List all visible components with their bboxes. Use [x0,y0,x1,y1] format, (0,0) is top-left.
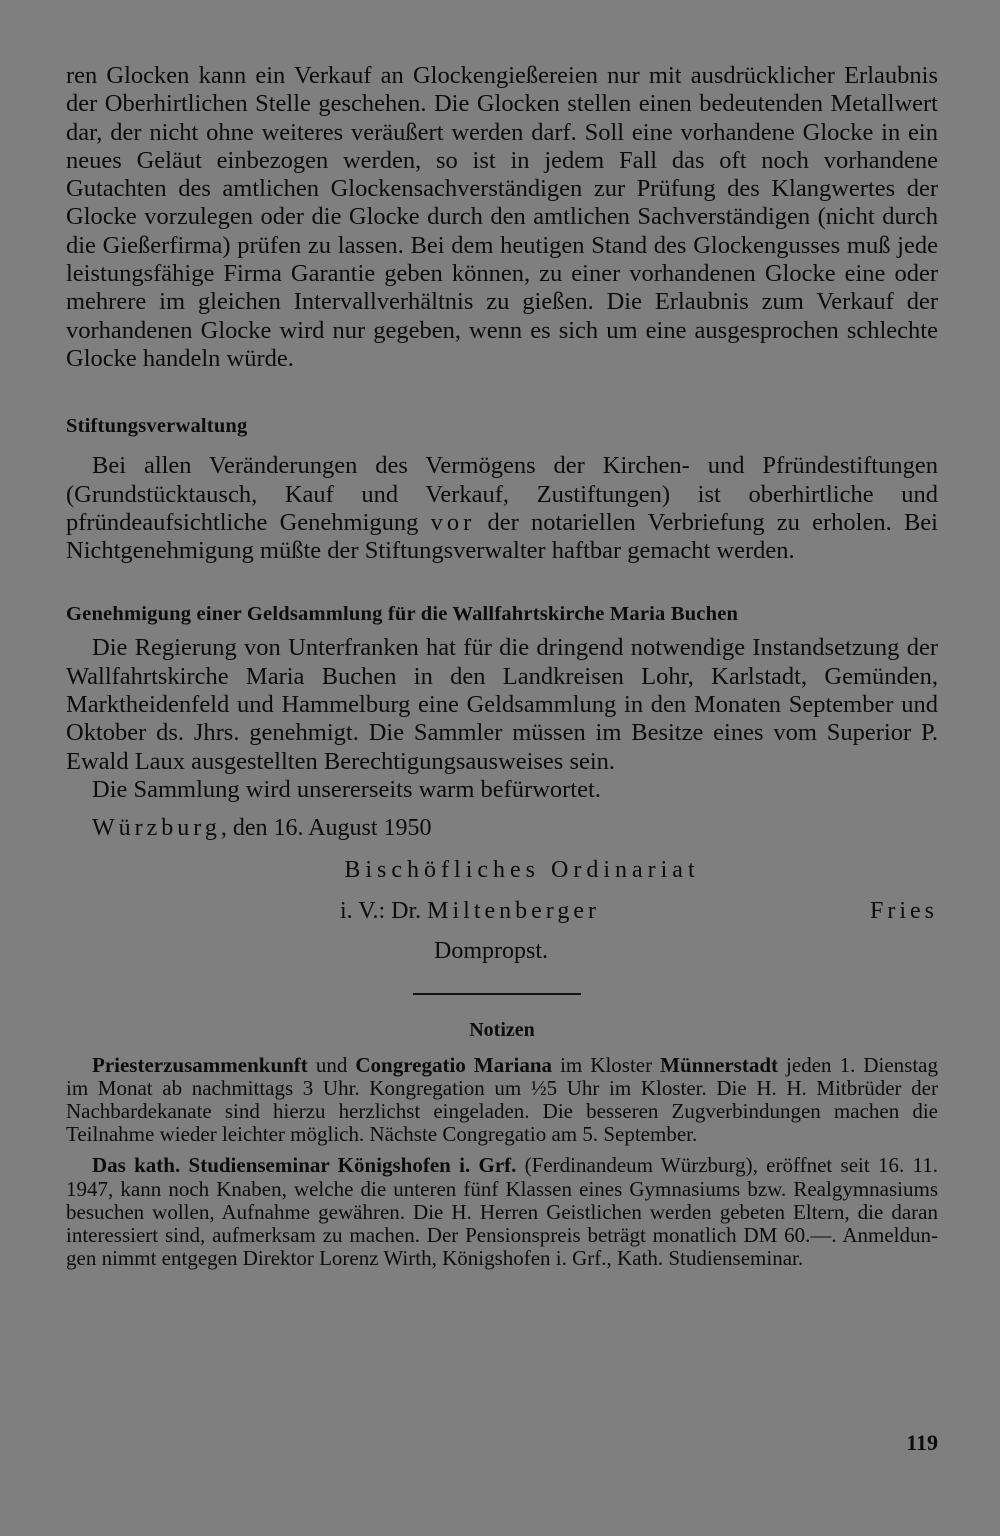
divider-rule [413,993,581,995]
signature-city: Würzburg [92,815,221,842]
notiz1-text-1: und [307,1052,356,1077]
signature-office: Bischöfliches Ordinariat [344,856,700,883]
paragraph-stiftungsverwaltung [66,452,938,565]
page-number: 119 [906,1430,938,1455]
notiz1-bold-2: Congregatio Mariana [355,1052,553,1077]
notiz2-text-1: (Ferdinandeum Würzburg), eröffnet seit 16. 11. 1947, kann noch Knaben, welche die unteren fünf Klassen eines Gymnasiums bzw. Realgymnasiums besuchen wollen, Aufnahme gewähren. Die H. Herren Geistlichen werden gebeten Eltern, die daran interessiert sind, aufmerksam zu machen. Der Pensionspreis beträgt monatlich DM 60.—. Anmeldungen nimmt entgegen Direktor Lorenz Wirth, Königshofen i. Grf., Kath. Studienseminar. [66,1153,939,1271]
stiftung-emphasis: vor [430,508,476,536]
signature-date-line [66,814,938,842]
signature-iv-name: Miltenberger [427,897,600,924]
heading-geldsammlung: Genehmigung einer Geldsammlung für die Wallfahrtskirche Maria Buchen [66,603,739,626]
notizen-heading: Notizen [469,1018,535,1041]
stiftung-text-after: der notariellen Verbriefung zu erholen. Bei Nichtgenehmigung müßte der Stiftungsverwalter haftbar gemacht werden. [66,508,938,565]
heading-stiftungsverwaltung: Stiftungsverwaltung [66,415,248,438]
notiz2-bold-1: Das kath. Studienseminar Königshofen i. Grf. [92,1153,517,1178]
signature-iv [340,898,600,925]
signature-right-name: Fries [870,897,938,924]
notiz1-text-3: jeden 1. Dienstag im Monat ab nachmittags 3 Uhr. Kongregation um ½5 Uhr im Kloster. Die H. H. Mitbrüder der Nachbardekanate sind hierzu herzlichst eingeladen. Die besseren Zugverbindungen machen die Teilnahme wieder leichter möglich. Nächste Congregatio am 5. September. [66,1052,939,1147]
notiz1-bold-3: Münnerstadt [660,1052,778,1077]
document-page [66,62,938,1270]
stiftung-text-before: Bei allen Veränderungen des Vermögens der Kirchen- und Pfründestiftungen (Grundstücktausch, Kauf und Verkauf, Zustiftungen) ist oberhirtliche und pfründeaufsichtliche Genehmigung [66,452,938,536]
paragraph-bells: ren Glocken kann ein Verkauf an Glockengießereien nur mit ausdrücklicher Erlaubnis der Oberhirtlichen Stelle geschehen. Die Glocken stellen einen bedeutenden Metallwert dar, der nicht ohne weiteres veräußert werden darf. Soll eine vorhandene Glocke in ein neues Geläut einbezogen werden, so ist in jedem Fall das oft noch vorhandene Gutachten des amtlichen Glockensachverständigen zur Prüfung des Klangwertes der Glocke vorzulegen oder die Glocke durch den amtlichen Sachverständigen (nicht durch die Gießerfirma) prüfen zu lassen. Bei dem heutigen Stand des Glockengusses muß jede leistungsfähige Firma Garantie geben können, zu einer vorhandenen Glocke eine oder mehrere im gleichen Intervallverhältnis zu gießen. Die Erlaubnis zum Verkauf der vorhandenen Glocke wird nur gegeben, wenn es sich um eine ausgesprochen schlechte Glocke handeln würde. [66,62,938,372]
signature-title: Dompropst. [434,937,548,964]
notiz-item-priesterzusammenkunft [66,1054,938,1147]
paragraph-geldsammlung: Die Regierung von Unterfranken hat für die dringend notwendige Instandsetzung der Wallfahrtskirche Maria Buchen in den Landkreisen Lohr, Karlstadt, Gemünden, Marktheidenfeld und Hammelburg eine Geldsammlung in den Monaten September und Oktober ds. Jhrs. genehmigt. Die Sammler müssen im Besitze eines vom Superior P. Ewald Laux ausgestellten Berechtigungsausweises sein. [66,634,938,775]
signature-iv-prefix: i. V.: Dr. [340,897,428,924]
notiz-item-studienseminar [66,1154,938,1270]
paragraph-befuerwortet: Die Sammlung wird unsererseits warm befürwortet. [92,775,601,803]
notiz1-text-2: im Kloster [552,1052,661,1077]
signature-row [66,898,938,932]
signature-date: , den 16. August 1950 [220,815,432,842]
notiz1-bold-1: Priesterzusammenkunft [92,1052,308,1077]
